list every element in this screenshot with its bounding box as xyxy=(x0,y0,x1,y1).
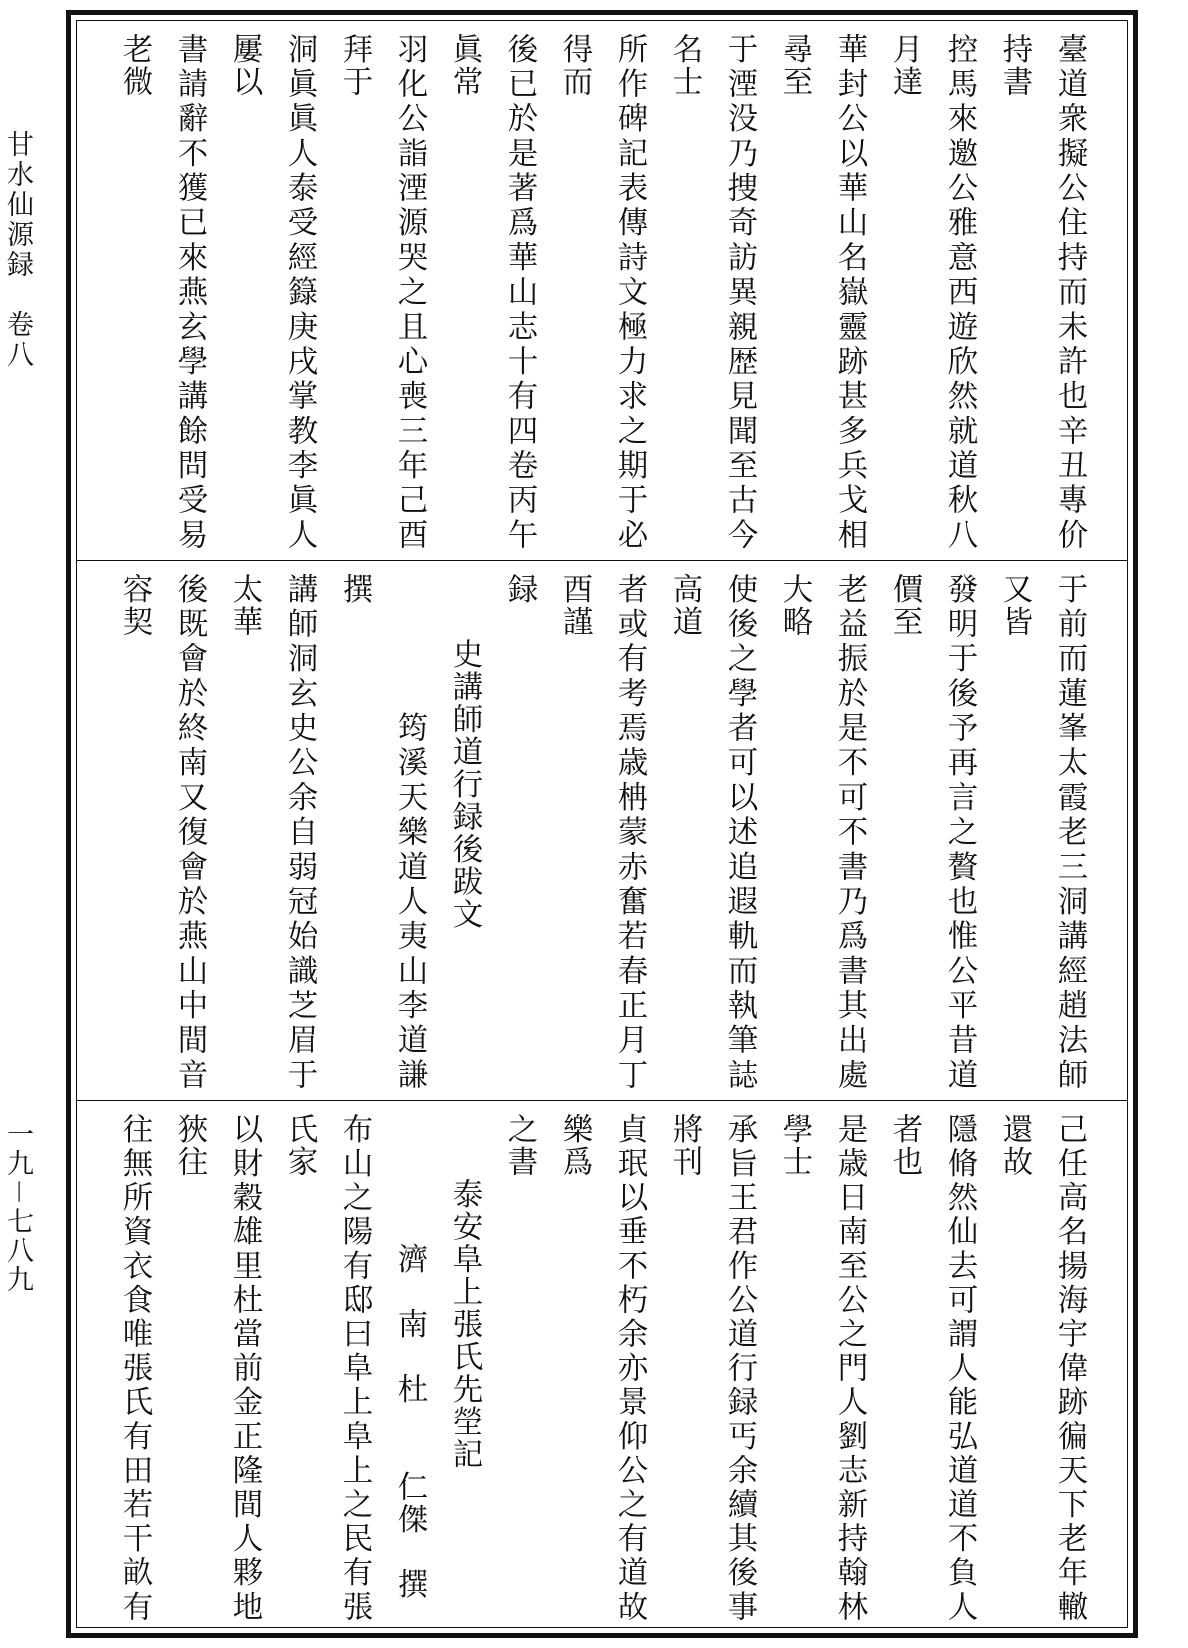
margin-page-number: 一九－七八九 xyxy=(2,1120,33,1294)
text-column-block: 于前而蓮峯太霞老三洞講經趙法師又皆 發明于後予再言之贅也惟公平昔道價至 老益振於是不可不書乃爲書其出處大略 使後之學者可以述追遐軌而執筆誌高道 者或有考焉歳柟蒙赤奮若春正月丁酉謹 録 史講師道行録後跋文 筠溪天樂道人夷山李道謙撰 講師洞玄史公余自弱冠始識芝眉于太華 後既會於終南又復會於燕山中間音容契 xyxy=(117,573,1087,1091)
text-column-block: 己任高名揚海宇偉跡徧天下老年轍還故 隱脩然仙去可謂人能弘道道不負人者也 是歳日南至公之門人劉志新持翰林學士 承旨王君作公道行録丐余續其後事將刊 貞珉以垂不朽余亦景仰公之有道故樂爲 之書 泰安阜上張氏先塋記 濟 南 杜 仁傑 撰 布山之陽有邸曰阜上阜上之民有張氏家 以財穀雄里杜當前金正隆間人夥地狹往 往無所資衣食唯張氏有田若干畝有 xyxy=(117,1113,1087,1623)
inner-frame xyxy=(76,20,1128,1628)
margin-title: 甘水仙源録 卷八 xyxy=(2,130,33,370)
panel-bottom xyxy=(77,1101,1127,1631)
page-frame xyxy=(66,10,1138,1638)
panel-top xyxy=(77,21,1127,559)
text-column-block: 臺道衆擬公住持而未許也辛丑專价持書 控馬來邀公雅意西遊欣然就道秋八月達 華封公以華山名嶽靈跡甚多兵戈相尋至 于湮没乃捜奇訪異親歴見聞至古今名士 所作碑記表傳詩文極力求之期于必得而 後已於是著爲華山志十有四卷丙午眞常 羽化公詣湮源哭之且心喪三年己酉拜于 洞眞眞人泰受經籙庚戌掌教李眞人屢以 書請辭不獲已來燕玄學講餘問受易老微 xyxy=(117,33,1087,551)
panel-middle xyxy=(77,561,1127,1099)
